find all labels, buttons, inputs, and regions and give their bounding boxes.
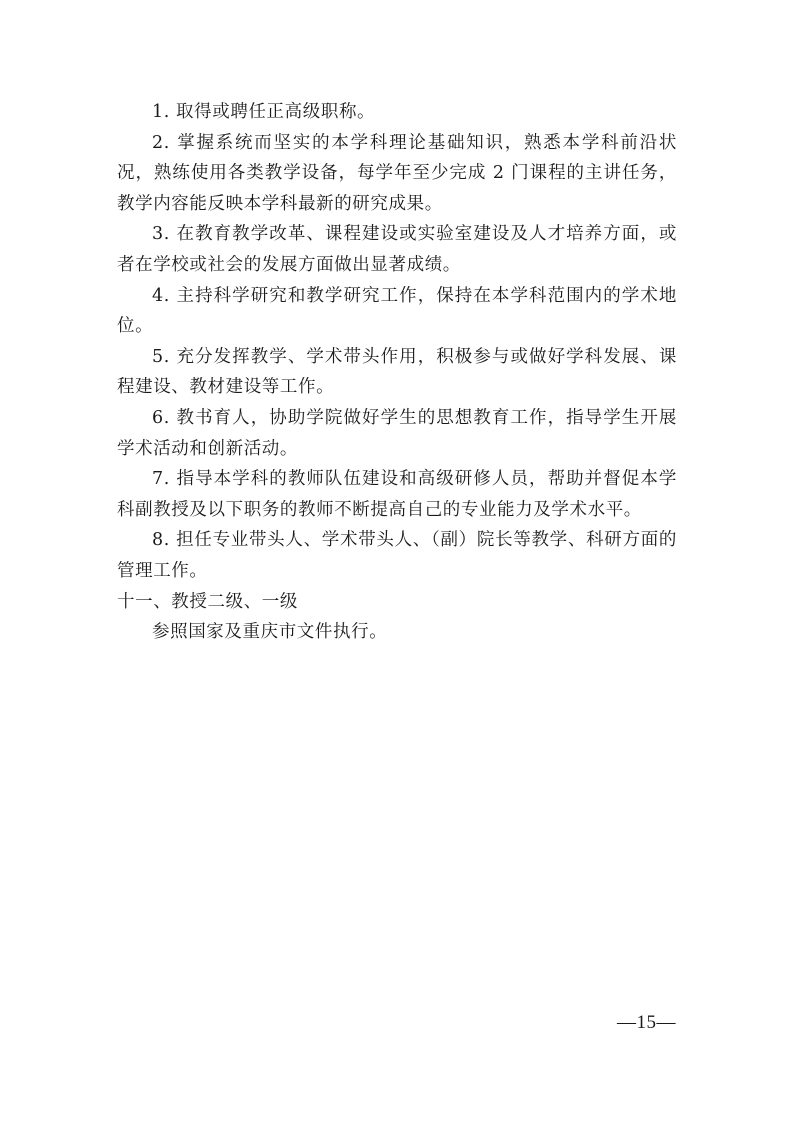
requirement-item-2: 2. 掌握系统而坚实的本学科理论基础知识，熟悉本学科前沿状况，熟练使用各类教学设备，每学年至少完成 2 门课程的主讲任务，教学内容能反映本学科最新的研究成果。 xyxy=(117,132,677,214)
requirement-item-8: 8. 担任专业带头人、学术带头人、（副）院长等教学、科研方面的管理工作。 xyxy=(117,530,677,581)
page-number: —15— xyxy=(617,1012,676,1033)
body-text xyxy=(117,97,677,648)
requirement-item-5: 5. 充分发挥教学、学术带头作用，积极参与或做好学科发展、课程建设、教材建设等工作。 xyxy=(117,346,677,398)
requirement-item-1: 1. 取得或聘任正高级职称。 xyxy=(152,102,376,122)
requirement-item-6: 6. 教书育人，协助学院做好学生的思想教育工作，指导学生开展学术活动和创新活动。 xyxy=(117,407,677,459)
requirement-item-4: 4. 主持科学研究和教学研究工作，保持在本学科范围内的学术地位。 xyxy=(117,285,677,337)
requirement-item-7: 7. 指导本学科的教师队伍建设和高级研修人员，帮助并督促本学科副教授及以下职务的教师不断提高自己的专业能力及学术水平。 xyxy=(117,469,677,520)
section-body: 参照国家及重庆市文件执行。 xyxy=(152,622,388,643)
requirement-item-3: 3. 在教育教学改革、课程建设或实验室建设及人才培养方面，或者在学校或社会的发展方面做出显著成绩。 xyxy=(117,224,677,275)
section-heading: 十一、教授二级、一级 xyxy=(117,591,298,612)
